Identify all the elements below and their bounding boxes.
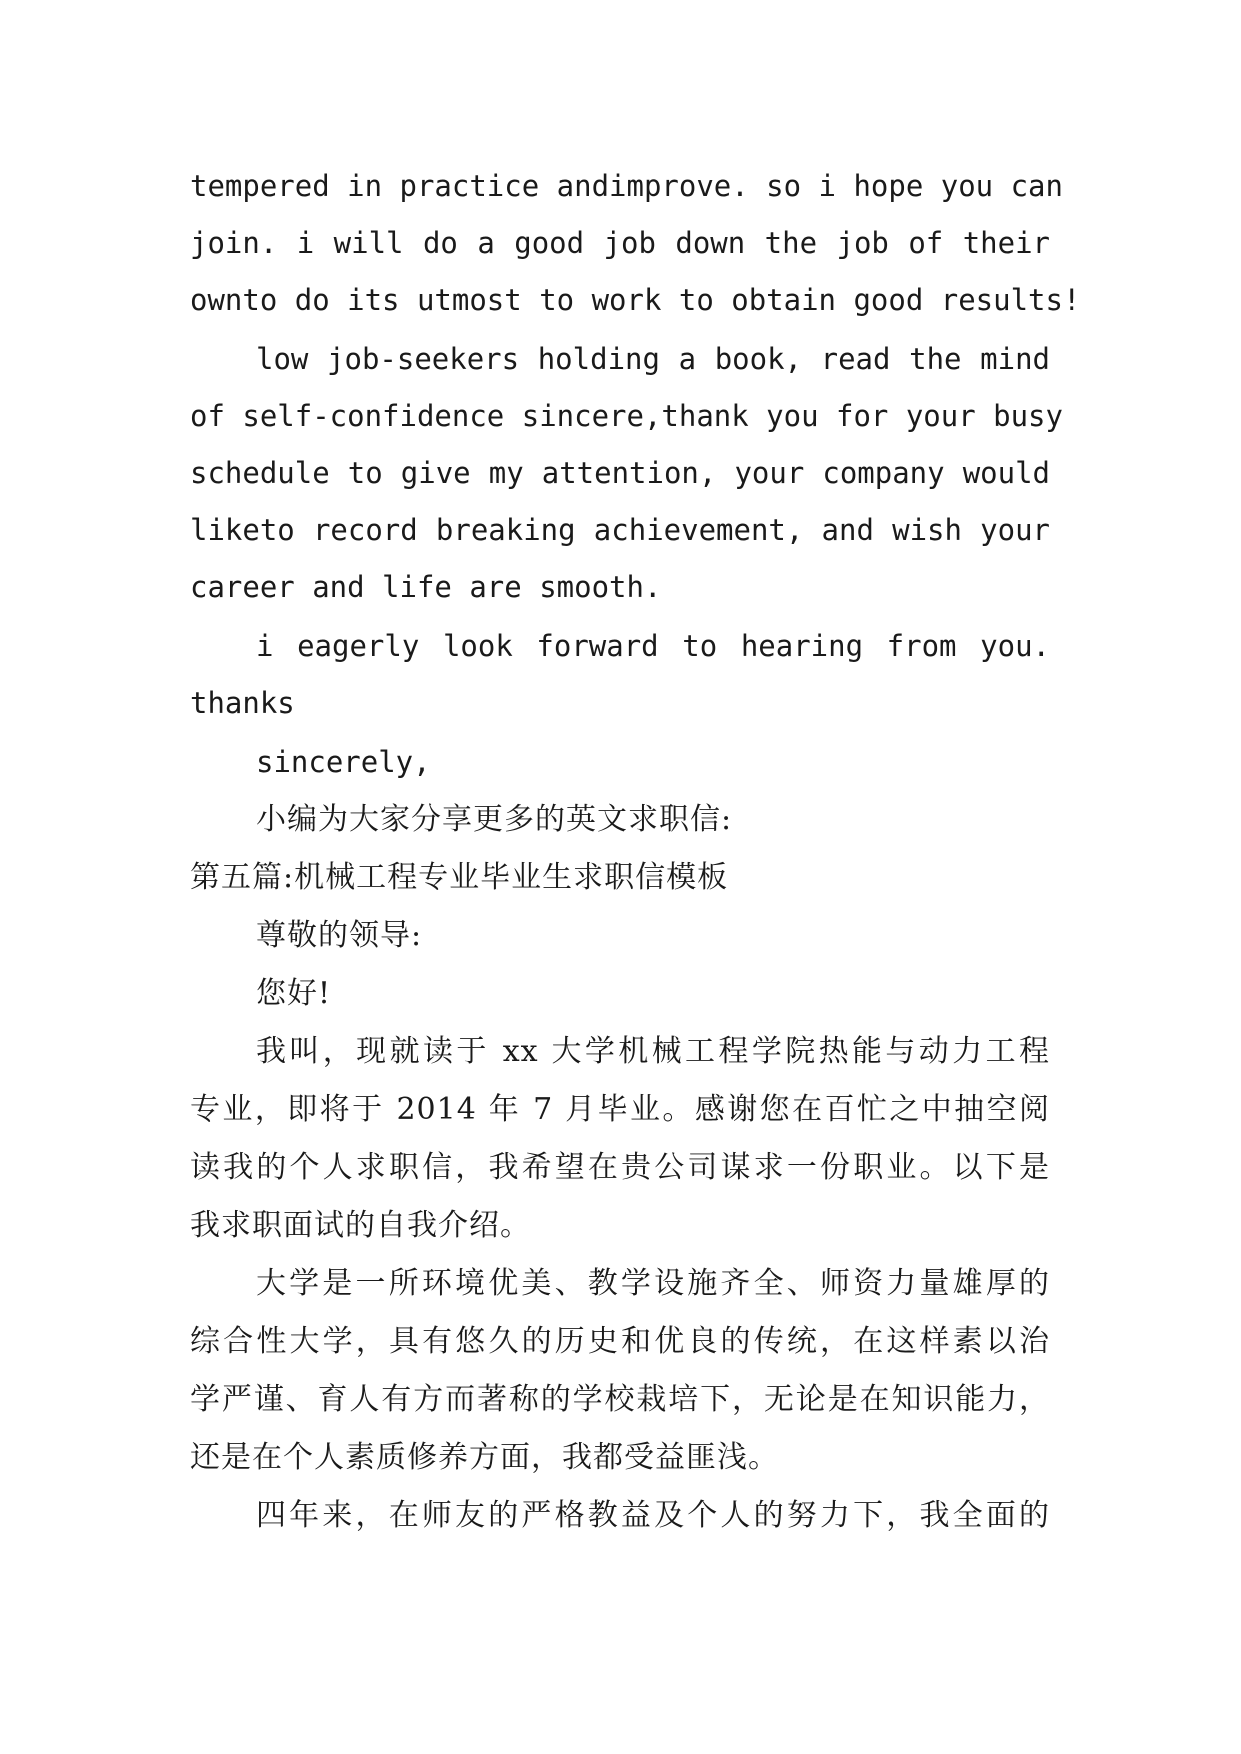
text-line: 综合性大学，具有悠久的历史和优良的传统，在这样素以治 xyxy=(190,1324,1050,1359)
text-line: 专业，即将于 2014 年 7 月毕业。感谢您在百忙之中抽空阅 xyxy=(190,1092,1050,1127)
text-line: 大学是一所环境优美、教学设施齐全、师资力量雄厚的 xyxy=(256,1266,1050,1301)
text-line: thanks xyxy=(190,686,295,720)
closing-line: sincerely, xyxy=(256,745,431,779)
text-line: join. i will do a good job down the job of their xyxy=(190,226,1050,260)
text-line: low job-seekers holding a book, read the mind xyxy=(256,342,1050,376)
share-note: 小编为大家分享更多的英文求职信: xyxy=(256,802,733,837)
text-line: of self-confidence sincere,thank you for your busy xyxy=(190,399,1063,433)
greeting: 您好! xyxy=(256,976,332,1011)
text-line: liketo record breaking achievement, and wish your xyxy=(190,513,1050,547)
text-line: 学严谨、育人有方而著称的学校栽培下，无论是在知识能力， xyxy=(190,1382,1050,1417)
text-line: schedule to give my attention, your company would xyxy=(190,456,1050,490)
text-line: i eagerly look forward to hearing from you. xyxy=(256,629,1050,663)
text-line: 读我的个人求职信，我希望在贵公司谋求一份职业。以下是 xyxy=(190,1150,1050,1185)
text-line: career and life are smooth. xyxy=(190,570,662,604)
text-line: ownto do its utmost to work to obtain good results! xyxy=(190,283,1081,317)
text-line: 还是在个人素质修养方面，我都受益匪浅。 xyxy=(190,1440,779,1475)
section-title: 第五篇:机械工程专业毕业生求职信模板 xyxy=(190,860,729,895)
text-line: 我叫，现就读于 xx 大学机械工程学院热能与动力工程 xyxy=(256,1034,1050,1069)
text-line: 四年来，在师友的严格教益及个人的努力下，我全面的 xyxy=(256,1498,1050,1533)
text-line: 我求职面试的自我介绍。 xyxy=(190,1208,531,1243)
text-line: tempered in practice andimprove. so i hope you can xyxy=(190,169,1063,203)
salutation: 尊敬的领导: xyxy=(256,918,423,953)
